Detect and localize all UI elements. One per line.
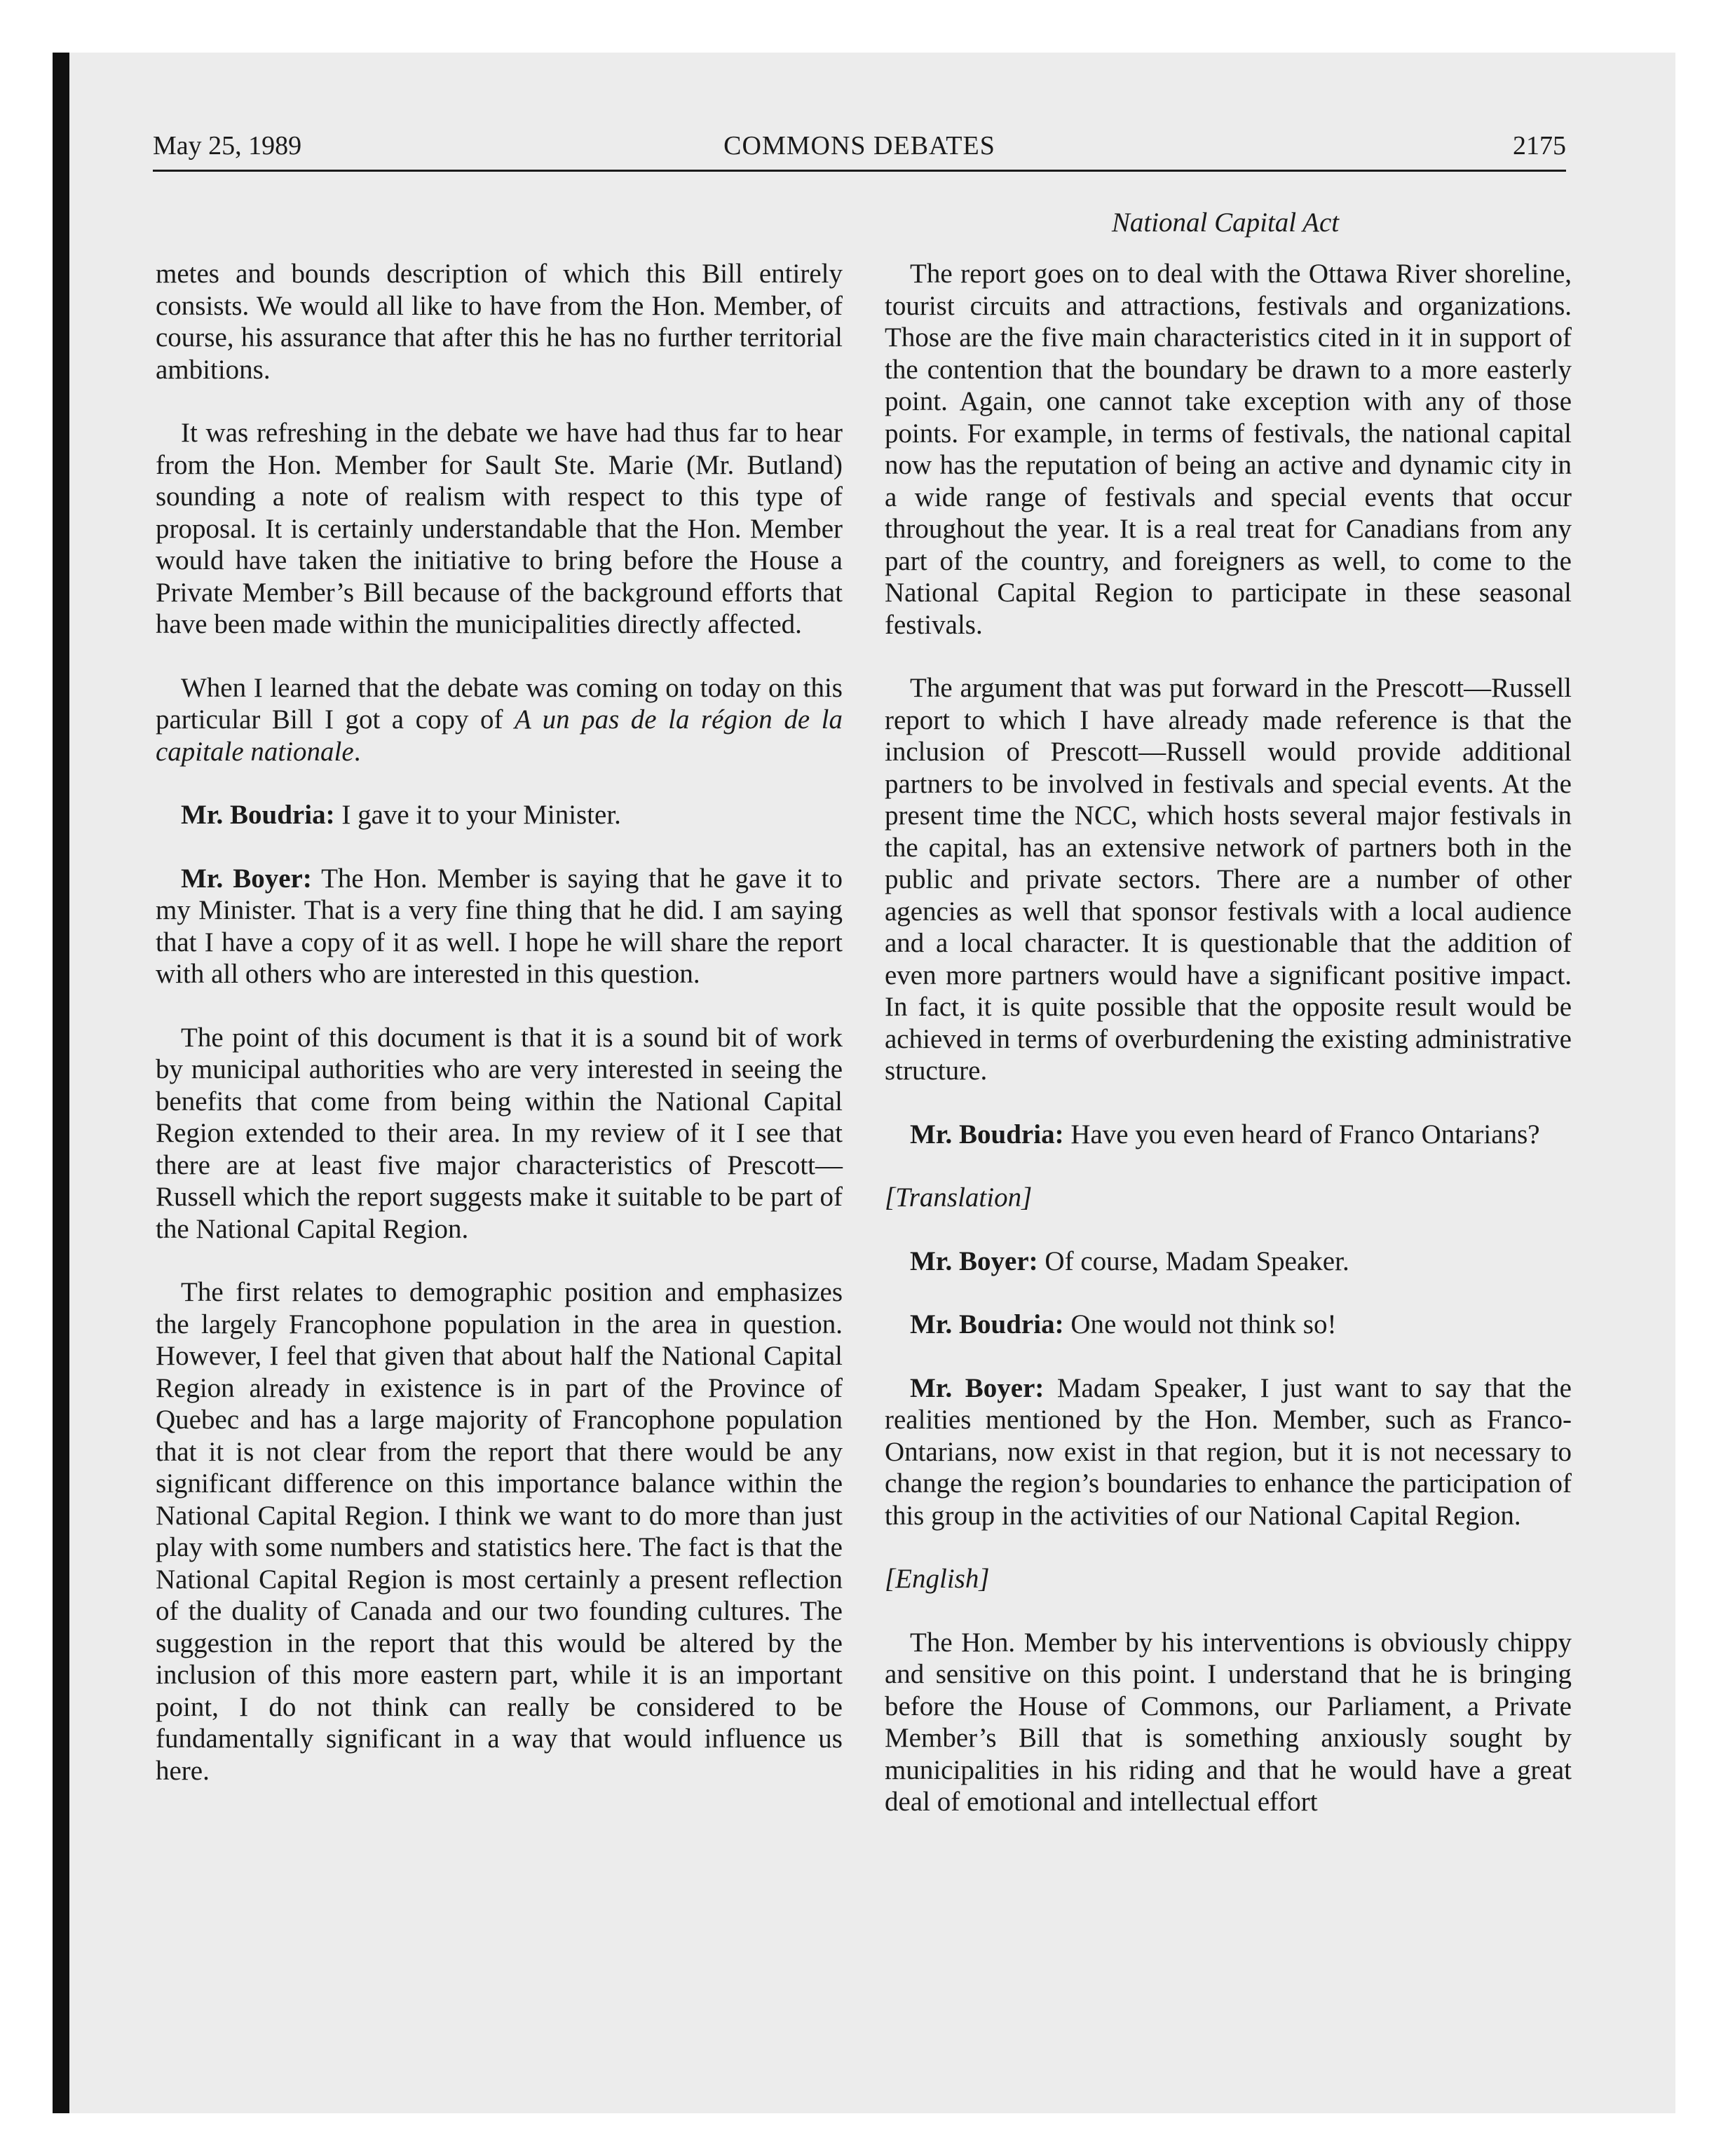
paragraph — [156, 672, 843, 768]
binding-edge — [53, 53, 69, 2113]
speech-text: Have you even heard of Franco Ontarians? — [1063, 1119, 1540, 1149]
speaker-name: Mr. Boudria: — [910, 1119, 1064, 1149]
language-tag-translation: [Translation] — [885, 1182, 1033, 1213]
speech-text: Madam Speaker, I just want to say that the realities mentioned by the Hon. Member, such as Franco-Ontarians, now exist in that region, but it is not necessary to change the region’s boundaries to enhance the participation of this group in the activities of our National Capital Region. — [885, 1372, 1572, 1531]
paragraph: The report goes on to deal with the Ottawa River shoreline, tourist circuits and attractions, festivals and organizations. Those are the five main characteristics cited in it in support of the contention that the boundary be drawn to a more easterly point. Again, one cannot take exception with any of those points. For example, in terms of festivals, the national capital now has the reputation of being an active and dynamic city in a wide range of festivals and special events that occur throughout the year. It is a real treat for Canadians from any part of the country, and foreigners as well, to come to the National Capital Region to participate in these seasonal festivals. — [885, 259, 1572, 640]
speaker-name: Mr. Boyer: — [910, 1372, 1045, 1403]
speaker-name: Mr. Boyer: — [910, 1246, 1038, 1276]
report-title: A un pas de la région de la capitale nationale — [156, 704, 843, 767]
speaker-name: Mr. Boudria: — [910, 1309, 1064, 1339]
header-date: May 25, 1989 — [153, 131, 302, 161]
speech-boyer — [156, 863, 843, 990]
left-column — [156, 258, 843, 1818]
speech-boyer — [885, 1246, 1572, 1278]
running-head — [153, 125, 1566, 167]
speech-text: The Hon. Member is saying that he gave it to my Minister. That is a very fine thing that he did. I am saying that I have a copy of it as well. I hope he will share the report with all others who are interested in this question. — [156, 863, 843, 989]
paragraph: The argument that was put forward in the Prescott—Russell report to which I have already made reference is that the inclusion of Prescott—Russell would provide additional partners to be involved in festivals and special events. At the present time the NCC, which hosts several major festivals in the capital, has an extensive network of partners both in the public and private sectors. There are a number of other agencies as well that sponsor festivals with a local audience and a local character. It is questionable that the addition of even more partners would have a significant positive impact. In fact, it is quite possible that the opposite result would be achieved in terms of overburdening the existing administrative structure. — [885, 673, 1572, 1086]
speech-boyer — [885, 1372, 1572, 1532]
paragraph-text: When I learned that the debate was coming on today on this particular Bill I got a copy of — [156, 672, 843, 735]
speech-boudria — [885, 1119, 1572, 1151]
header-journal-title: COMMONS DEBATES — [723, 131, 995, 161]
speaker-name: Mr. Boudria: — [181, 800, 335, 830]
section-title: National Capital Act — [1111, 207, 1340, 238]
speech-boudria — [885, 1309, 1572, 1341]
paragraph: It was refreshing in the debate we have had thus far to hear from the Hon. Member for Sault Ste. Marie (Mr. Butland) sounding a note of realism with respect to this type of proposal. It is certainly understandable that the Hon. Member would have taken the initiative to bring before the House a Private Member’s Bill because of the background efforts that have been made within the municipalities directly affected. — [156, 418, 843, 639]
paragraph: The point of this document is that it is a sound bit of work by municipal authorities who are very interested in seeing the benefits that come from being within the National Capital Region extended to their area. In my review of it I see that there are at least five major characteristics of Prescott—Russell which the report suggests make it suitable to be part of the National Capital Region. — [156, 1022, 843, 1244]
language-tag-english: [English] — [885, 1564, 990, 1594]
header-page-number: 2175 — [1513, 131, 1566, 161]
speech-text: One would not think so! — [1063, 1309, 1337, 1339]
right-column — [885, 258, 1572, 1850]
paragraph: The Hon. Member by his interventions is obviously chippy and sensitive on this point. I understand that he is bringing before the House of Commons, our Parliament, a Private Member’s Bill that is something anxiously sought by municipalities in his riding and that he would have a great deal of emotional and intellectual effort — [885, 1627, 1572, 1817]
speech-text: I gave it to your Minister. — [334, 800, 621, 830]
speech-boudria — [156, 799, 843, 831]
header-rule — [153, 170, 1566, 172]
paragraph: metes and bounds description of which this Bill entirely consists. We would all like to have from the Hon. Member, of course, his assurance that after this he has no further territorial ambitions. — [156, 259, 843, 385]
paragraph: The first relates to demographic position and emphasizes the largely Francophone population in the area in question. However, I feel that given that about half the National Capital Region already in existence is in part of the Province of Quebec and has a large majority of Francophone population that it is not clear from the report that there would be any significant difference on this importance balance within the National Capital Region. I think we want to do more than just play with some numbers and statistics here. The fact is that the National Capital Region is most certainly a present reflection of the duality of Canada and our two founding cultures. The suggestion in the report that this would be altered by the inclusion of this more eastern part, while it is an important point, I do not think can really be considered to be fundamentally significant in a way that would influence us here. — [156, 1277, 843, 1786]
paragraph-text: . — [353, 736, 361, 767]
speech-text: Of course, Madam Speaker. — [1037, 1246, 1349, 1276]
speaker-name: Mr. Boyer: — [181, 863, 312, 894]
